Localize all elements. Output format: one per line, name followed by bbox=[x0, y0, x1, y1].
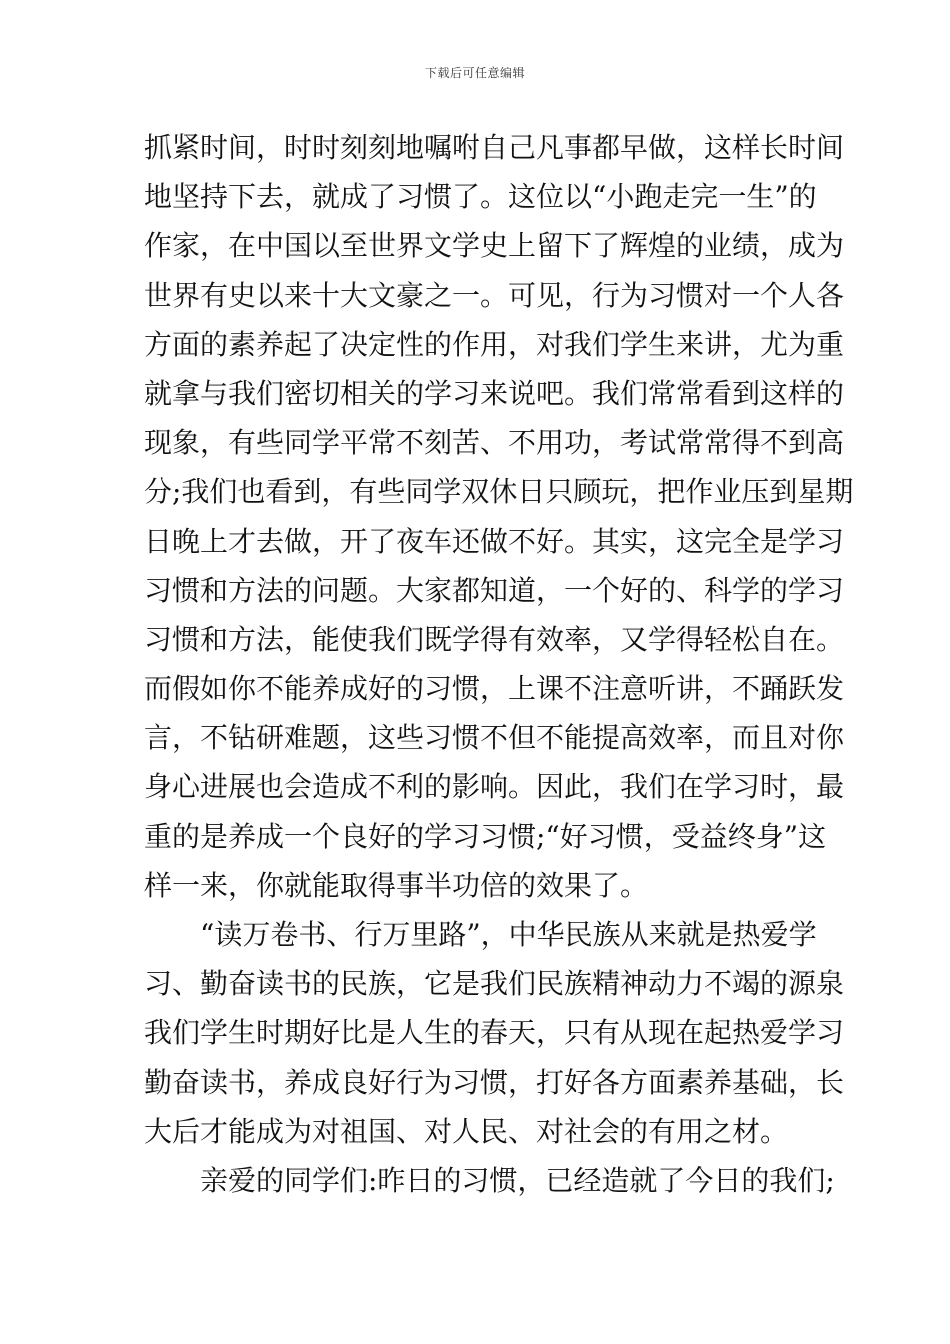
text-line: 重的是养成一个良好的学习习惯;“好习惯，受益终身”这 bbox=[144, 819, 827, 853]
text-line: 方面的素养起了决定性的作用，对我们学生来讲，尤为重 bbox=[144, 327, 845, 361]
paragraph-1 bbox=[144, 123, 854, 910]
text-line: 大后才能成为对祖国、对人民、对社会的有用之材。 bbox=[144, 1114, 789, 1148]
text-line: “读万卷书、行万里路”，中华民族从来就是热爱学 bbox=[200, 918, 817, 951]
text-line: 抓紧时间，时时刻刻地嘱咐自己凡事都早做，这样长时间 bbox=[144, 131, 845, 164]
text-line: 身心进展也会造成不利的影响。因此，我们在学习时，最 bbox=[144, 770, 845, 804]
text-line: 言，不钻研难题，这些习惯不但不能提高效率，而且对你 bbox=[144, 721, 845, 755]
text-line: 世界有史以来十大文豪之一。可见，行为习惯对一个人各 bbox=[144, 278, 845, 312]
paragraph-3 bbox=[144, 1156, 835, 1205]
text-line: 亲爱的同学们:昨日的习惯，已经造就了今日的我们; bbox=[200, 1163, 835, 1197]
text-line: 现象，有些同学平常不刻苦、不用功，考试常常得不到高 bbox=[144, 426, 845, 460]
text-line: 样一来，你就能取得事半功倍的效果了。 bbox=[144, 868, 649, 902]
text-line: 作家，在中国以至世界文学史上留下了辉煌的业绩，成为 bbox=[144, 229, 845, 263]
text-line: 习惯和方法的问题。大家都知道，一个好的、科学的学习 bbox=[144, 573, 845, 607]
body-text bbox=[144, 123, 854, 1205]
text-line: 分;我们也看到，有些同学双休日只顾玩，把作业压到星期 bbox=[144, 475, 854, 509]
text-line: 而假如你不能养成好的习惯，上课不注意听讲，不踊跃发 bbox=[144, 672, 845, 706]
text-line: 勤奋读书，养成良好行为习惯，打好各方面素养基础，长 bbox=[144, 1065, 845, 1099]
text-line: 就拿与我们密切相关的学习来说吧。我们常常看到这样的 bbox=[144, 376, 845, 410]
paragraph-2 bbox=[144, 910, 845, 1156]
text-line: 地坚持下去，就成了习惯了。这位以“小跑走完一生”的 bbox=[144, 180, 817, 214]
text-line: 我们学生时期好比是人生的春天，只有从现在起热爱学习 bbox=[144, 1016, 845, 1050]
text-line: 习惯和方法，能使我们既学得有效率，又学得轻松自在。 bbox=[144, 622, 845, 656]
page-header: 下载后可任意编辑 bbox=[424, 66, 525, 80]
text-line: 日晚上才去做，开了夜车还做不好。其实，这完全是学习 bbox=[144, 524, 845, 558]
text-line: 习、勤奋读书的民族，它是我们民族精神动力不竭的源泉 bbox=[144, 967, 845, 1001]
